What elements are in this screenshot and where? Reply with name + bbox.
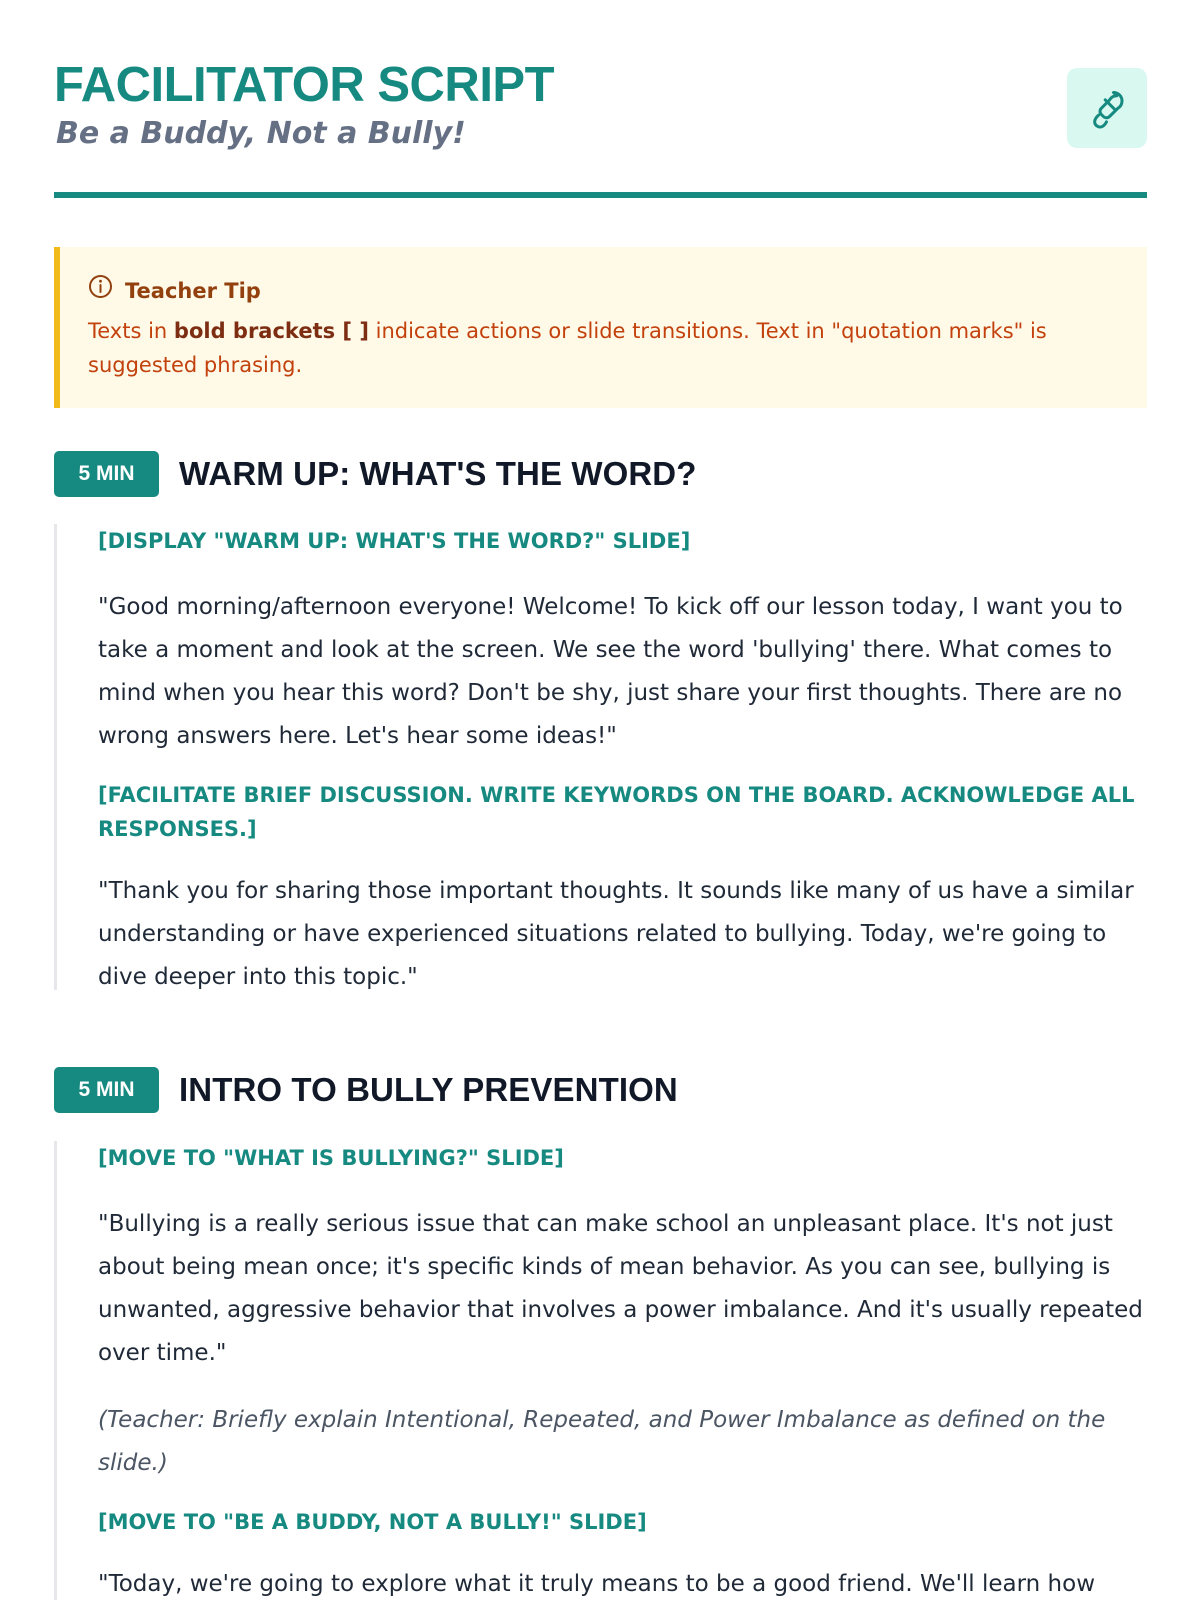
page-title: FACILITATOR SCRIPT — [54, 58, 555, 112]
script-spacing — [98, 558, 1147, 586]
script-speech: "Today, we're going to explore what it truly means to be a good friend. We'll learn how — [98, 1571, 1096, 1597]
script-action: [DISPLAY "WARM UP: WHAT'S THE WORD?" SLIDE] — [98, 529, 691, 553]
script-action: [FACILITATE BRIEF DISCUSSION. WRITE KEYWORDS ON THE BOARD. ACKNOWLEDGE ALL RESPONSES.] — [98, 783, 1135, 841]
teacher-tip-text-suffix: indicate actions or slide transitions. Text in "quotation marks" is suggested phrasing. — [88, 319, 1047, 377]
script-speech: "Bullying is a really serious issue that can make school an unpleasant place. It's not just about being mean once; it's specific kinds of mean behavior. As you can see, bullying is unwanted, aggressive behavior that involves a power imbalance. And it's usually repeated over time." — [98, 1211, 1143, 1366]
teacher-note: (Teacher: Briefly explain Intentional, Repeated, and Power Imbalance as defined on the slide.) — [98, 1407, 1106, 1476]
section-title: WARM UP: WHAT'S THE WORD? — [179, 455, 697, 492]
teacher-tip-text-prefix: Texts in — [88, 319, 174, 343]
script-speech: "Thank you for sharing those important thoughts. It sounds like many of us have a similar understanding or have experienced situations related to bullying. Today, we're going to dive deeper into this topic." — [98, 878, 1134, 990]
section-warm-up-script — [54, 524, 1147, 990]
script-action: [MOVE TO "BE A BUDDY, NOT A BULLY!" SLIDE] — [98, 1510, 647, 1534]
section-warm-up-header — [54, 451, 697, 497]
document-header — [54, 56, 1147, 198]
microphone-icon — [1067, 68, 1147, 148]
script-spacing — [98, 758, 1147, 778]
teacher-tip-bold-brackets: bold brackets [ ] — [173, 319, 369, 343]
section-intro-script — [54, 1141, 1147, 1600]
teacher-tip-text — [88, 314, 1088, 382]
teacher-tip-title: Teacher Tip — [125, 278, 261, 303]
script-spacing — [98, 1375, 1147, 1399]
script-action: [MOVE TO "WHAT IS BULLYING?" SLIDE] — [98, 1146, 564, 1170]
script-speech: "Good morning/afternoon everyone! Welcome! To kick off our lesson today, I want you to take a moment and look at the screen. We see the word 'bullying' there. What comes to mind when you hear this word? Don't be shy, just share your first thoughts. There are no wrong answers here. Let's hear some ideas!" — [98, 594, 1123, 749]
section-intro-header — [54, 1067, 678, 1113]
script-spacing — [98, 846, 1147, 870]
script-spacing — [98, 1485, 1147, 1505]
page-subtitle: Be a Buddy, Not a Bully! — [56, 116, 466, 151]
facilitator-script-page — [54, 56, 1147, 1597]
section-title: INTRO TO BULLY PREVENTION — [179, 1071, 678, 1108]
teacher-tip-callout — [54, 247, 1147, 408]
script-spacing — [98, 1539, 1147, 1563]
time-badge: 5 MIN — [54, 1067, 159, 1113]
teacher-tip-heading — [88, 274, 261, 307]
script-spacing — [98, 1175, 1147, 1203]
info-icon — [88, 274, 113, 307]
time-badge: 5 MIN — [54, 451, 159, 497]
